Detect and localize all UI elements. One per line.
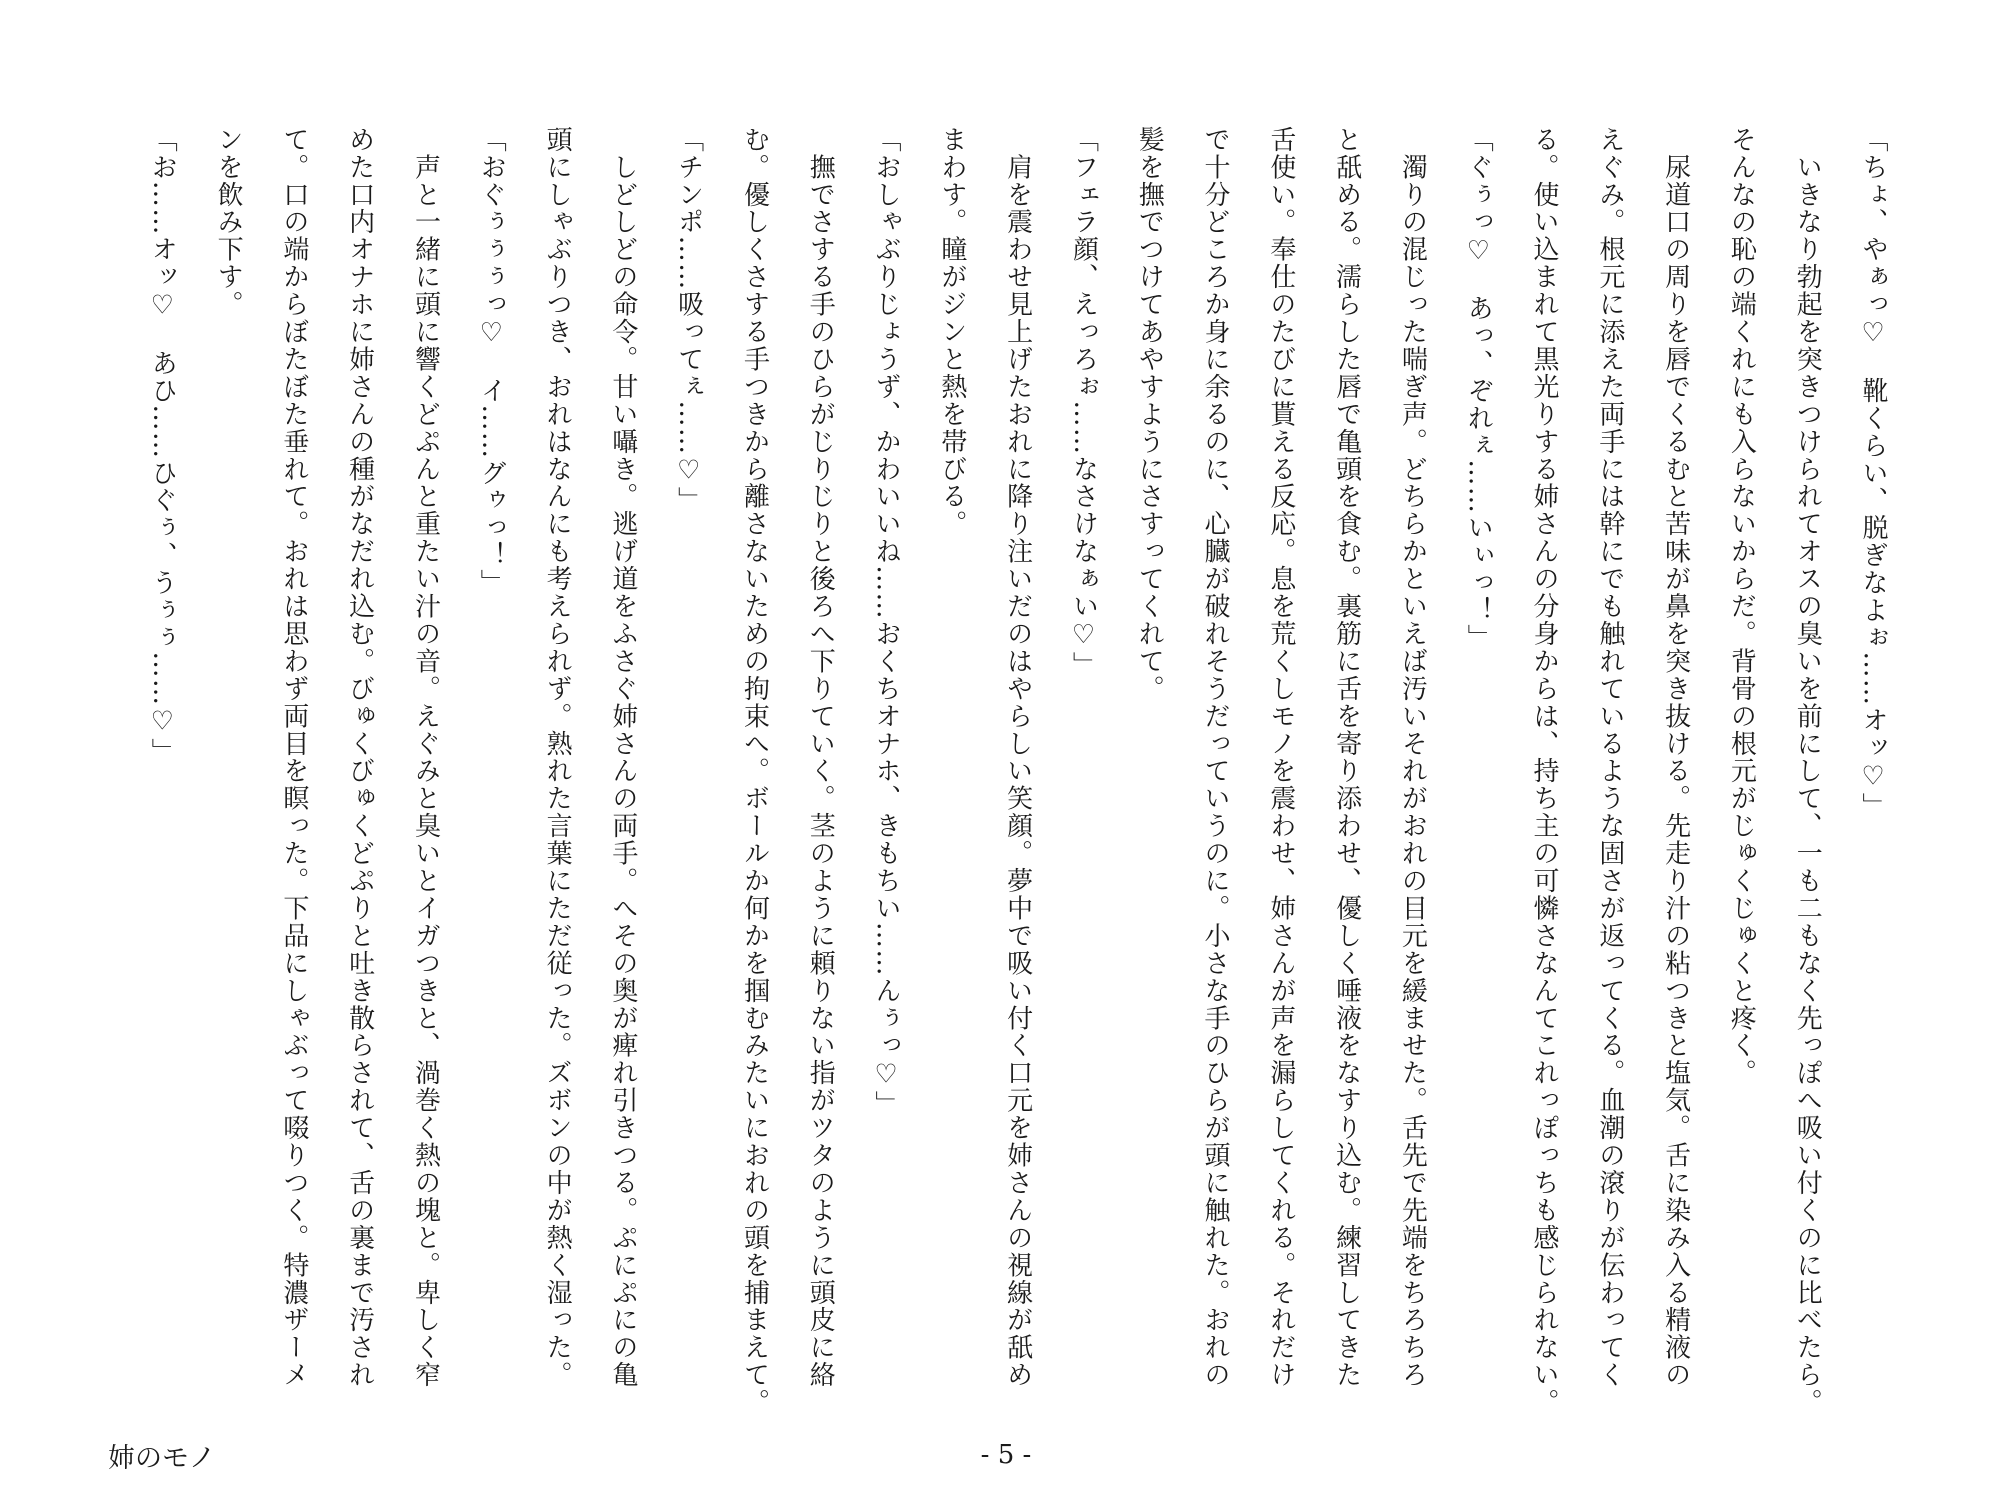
text-line: 頭にしゃぶりつき、おれはなんにも考えられず。熟れた言葉にただ従った。ズボンの中が熱く湿った。: [542, 126, 573, 1389]
text-line: ンを飲み下す。: [213, 126, 244, 319]
text-line: と舐める。濡らした唇で亀頭を食む。裏筋に舌を寄り添わせ、優しく唾液をなすり込む。練習してきた: [1331, 126, 1362, 1389]
text-line: まわす。瞳がジンと熱を帯びる。: [936, 126, 967, 538]
text-line: 「おしゃぶりじょうず、かわいいね……おくちオナホ、きもちい……んぅっ♡」: [871, 126, 902, 1119]
text-line: めた口内オナホに姉さんの種がなだれ込む。びゅくびゅくどぷりと吐き散らされて、舌の裏まで汚され: [344, 126, 375, 1389]
text-line: 尿道口の周りを唇でくるむと苦味が鼻を突き抜ける。先走り汁の粘つきと塩気。舌に染み入る精液の: [1660, 126, 1691, 1389]
text-line: 「チンポ……吸ってぇ……♡」: [673, 126, 704, 515]
text-line: て。口の端からぼたぼた垂れて。おれは思わず両目を瞑った。下品にしゃぶって啜りつく。特濃ザーメ: [278, 126, 309, 1389]
text-line: で十分どころか身に余るのに、心臓が破れそうだっていうのに。小さな手のひらが頭に触れた。おれの: [1200, 126, 1231, 1389]
text-line: 濁りの混じった喘ぎ声。どちらかといえば汚いそれがおれの目元を緩ませた。舌先で先端をちろちろ: [1397, 126, 1428, 1389]
text-line: 「ちょ、やぁっ♡ 靴くらい、脱ぎなよぉ……オッ♡」: [1858, 126, 1888, 821]
text-line: 「お……オッ♡ あひ……ひぐぅ、うぅぅ……♡」: [147, 126, 178, 766]
footer-title: 姉のモノ: [108, 1443, 216, 1474]
text-line: 撫でさする手のひらがじりじりと後ろへ下りていく。茎のように頼りない指がツタのように頭皮に絡: [805, 126, 836, 1389]
text-line: 舌使い。奉仕のたびに貰える反応。息を荒くしモノを震わせ、姉さんが声を漏らしてくれる。それだけ: [1265, 126, 1296, 1389]
text-line: 髪を撫でつけてあやすようにさすってくれて。: [1134, 126, 1165, 703]
text-line: しどしどの命令。甘い囁き。逃げ道をふさぐ姉さんの両手。へその奥が痺れ引きつる。ぷにぷにの亀: [607, 126, 638, 1389]
text-line: 「おぐぅぅぅっ♡ イ……グゥっ！」: [476, 126, 507, 597]
vertical-text-body: [128, 126, 1905, 1436]
text-line: 「ぐぅっ♡ あっ、ぞれぇ……いぃっ！」: [1463, 126, 1494, 652]
text-line: いきなり勃起を突きつけられてオスの臭いを前にして、一も二もなく先っぽへ吸い付くのに比べたら。: [1792, 126, 1823, 1417]
text-line: 「フェラ顔、えっろぉ……なさけなぁい♡」: [1068, 126, 1099, 679]
text-line: えぐみ。根元に添えた両手には幹にでも触れているような固さが返ってくる。血潮の滾りが伝わってく: [1594, 126, 1625, 1389]
text-line: る。使い込まれて黒光りする姉さんの分身からは、持ち主の可憐さなんてこれっぽっちも感じられない。: [1529, 126, 1560, 1417]
text-line: 肩を震わせ見上げたおれに降り注いだのはやらしい笑顔。夢中で吸い付く口元を姉さんの視線が舐め: [1002, 126, 1033, 1389]
text-line: 声と一緒に頭に響くどぷんと重たい汁の音。えぐみと臭いとイガつきと、渦巻く熱の塊と。卑しく窄: [410, 126, 441, 1389]
text-line: む。優しくさする手つきから離さないための拘束へ。ボールか何かを掴むみたいにおれの頭を捕まえて。: [739, 126, 770, 1417]
page-number: - 5 -: [980, 1440, 1032, 1470]
text-line: そんなの恥の端くれにも入らないからだ。背骨の根元がじゅくじゅくと疼く。: [1726, 126, 1757, 1087]
